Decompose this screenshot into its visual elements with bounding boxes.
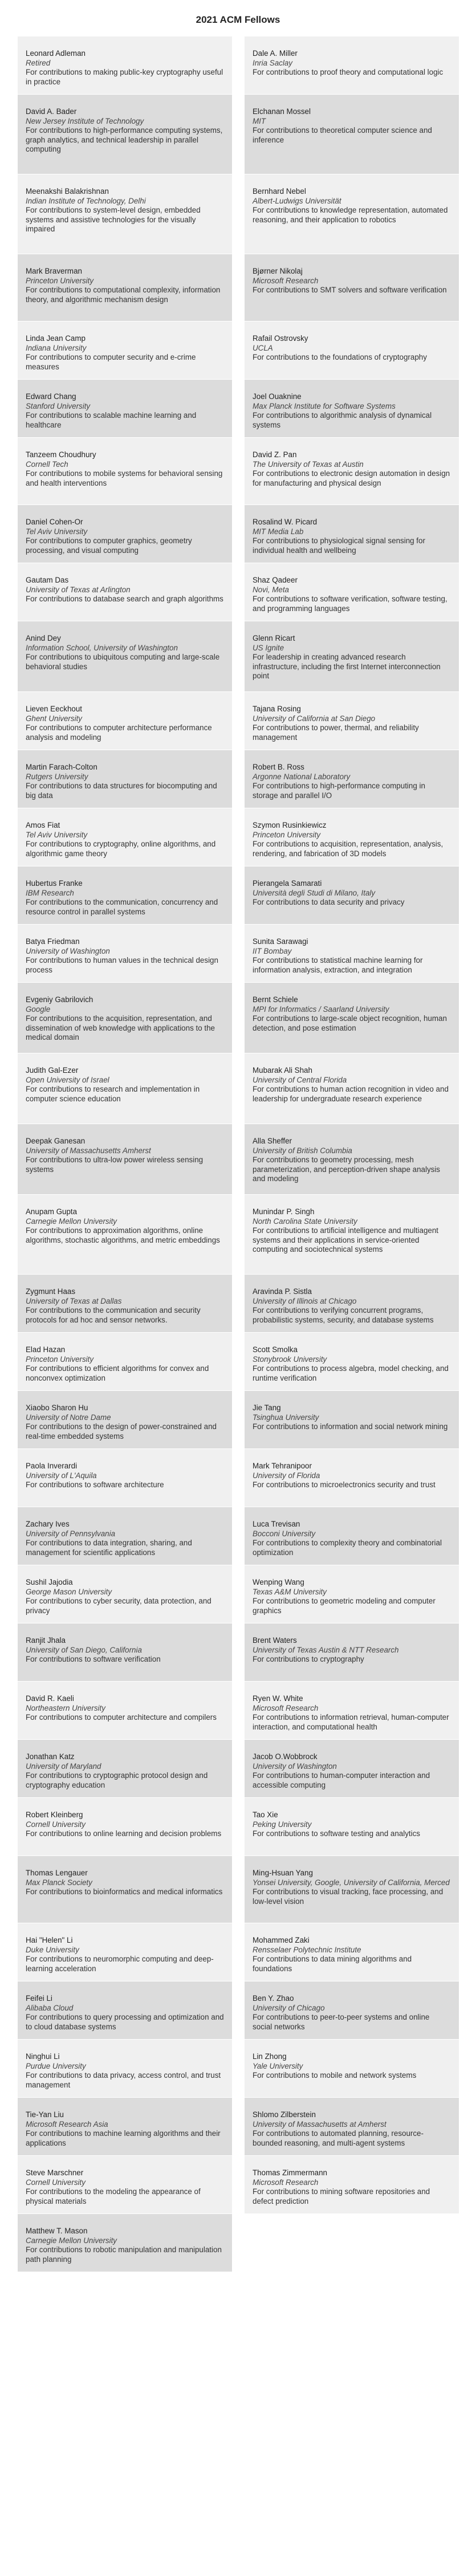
fellow-affiliation: IBM Research xyxy=(26,888,74,897)
fellow-affiliation: Tel Aviv University xyxy=(26,830,88,839)
fellow-name: Jonathan Katz xyxy=(26,1752,75,1761)
fellow-card xyxy=(245,2156,459,2214)
fellow-name: Luca Trevisan xyxy=(253,1520,300,1528)
fellow-name: Elchanan Mossel xyxy=(253,107,311,116)
fellow-citation: For contributions to the foundations of cryptography xyxy=(253,353,427,362)
fellow-citation: For contributions to ubiquitous computing and large-scale behavioral studies xyxy=(26,653,220,671)
fellow-card xyxy=(245,563,459,621)
fellow-name: David R. Kaeli xyxy=(26,1694,74,1703)
fellow-affiliation: Cornell University xyxy=(26,1820,86,1829)
fellow-name: Thomas Lengauer xyxy=(26,1869,88,1877)
fellow-name: Edward Chang xyxy=(26,392,76,401)
fellow-card xyxy=(18,563,232,621)
fellow-card xyxy=(18,1275,232,1333)
fellow-card xyxy=(18,1565,232,1623)
fellow-affiliation: University of Massachusetts at Amherst xyxy=(253,2119,387,2129)
fellow-name: David Z. Pan xyxy=(253,450,297,459)
fellow-name: Mark Tehranipoor xyxy=(253,1462,312,1470)
fellow-citation: For contributions to software verification, software testing, and programming languages xyxy=(253,595,447,613)
fellow-card xyxy=(18,1333,232,1391)
fellow-name: Feifei Li xyxy=(26,1994,52,2003)
fellow-affiliation: Tsinghua University xyxy=(253,1413,319,1422)
fellow-name: Tajana Rosing xyxy=(253,705,301,713)
fellow-affiliation: Texas A&M University xyxy=(253,1587,327,1596)
fellow-citation: For contributions to physiological signal sensing for individual health and wellbeing xyxy=(253,536,425,555)
fellow-citation: For contributions to cryptography xyxy=(253,1655,364,1664)
fellow-affiliation: Università degli Studi di Milano, Italy xyxy=(253,888,376,897)
fellow-name: Martin Farach-Colton xyxy=(26,763,97,771)
fellow-affiliation: Stanford University xyxy=(26,401,91,410)
fellow-name: Mubarak Ali Shah xyxy=(253,1066,312,1075)
fellow-card xyxy=(245,1195,459,1275)
fellow-affiliation: University of Central Florida xyxy=(253,1075,347,1084)
fellow-name: Joel Ouaknine xyxy=(253,392,302,401)
fellow-card xyxy=(18,2040,232,2098)
fellow-affiliation: Bocconi University xyxy=(253,1529,316,1538)
fellow-citation: For contributions to process algebra, model checking, and runtime verification xyxy=(253,1364,449,1382)
fellow-card xyxy=(18,1195,232,1275)
fellow-affiliation: MIT Media Lab xyxy=(253,527,304,536)
fellow-name: Tao Xie xyxy=(253,1810,278,1819)
fellow-name: Sunita Sarawagi xyxy=(253,937,308,946)
fellow-affiliation: Max Planck Institute for Software Systems xyxy=(253,401,396,410)
fellow-card xyxy=(18,36,232,95)
fellow-card xyxy=(18,1053,232,1124)
fellow-card xyxy=(18,1856,232,1923)
fellow-card xyxy=(245,1798,459,1856)
fellow-card xyxy=(245,438,459,505)
fellow-name: Mark Braverman xyxy=(26,267,82,275)
fellow-card xyxy=(245,1391,459,1449)
fellow-affiliation: Information School, University of Washington xyxy=(26,643,178,652)
fellow-affiliation: Albert-Ludwigs Universität xyxy=(253,196,341,205)
empty-cell xyxy=(245,2214,459,2272)
fellow-card xyxy=(245,1449,459,1507)
fellow-affiliation: Yale University xyxy=(253,2061,303,2070)
fellow-citation: For contributions to mobile systems for behavioral sensing and health interventions xyxy=(26,469,223,487)
fellow-affiliation: Carnegie Mellon University xyxy=(26,1216,117,1226)
fellow-name: Robert B. Ross xyxy=(253,763,304,771)
fellow-name: Deepak Ganesan xyxy=(26,1137,86,1145)
fellow-name: Linda Jean Camp xyxy=(26,334,86,343)
fellow-affiliation: Ghent University xyxy=(26,714,82,723)
fellow-citation: For contributions to complexity theory and combinatorial optimization xyxy=(253,1539,442,1557)
fellow-name: Mohammed Zaki xyxy=(253,1936,310,1944)
fellow-affiliation: University of Washington xyxy=(253,1761,337,1771)
fellow-card xyxy=(245,174,459,254)
fellow-citation: For contributions to mining software repositories and defect prediction xyxy=(253,2187,430,2205)
fellows-grid xyxy=(0,36,476,2272)
fellow-citation: For contributions to human-computer interaction and accessible computing xyxy=(253,1771,430,1789)
fellow-card xyxy=(245,95,459,174)
fellow-affiliation: Princeton University xyxy=(26,1354,94,1364)
fellow-name: Leonard Adleman xyxy=(26,49,86,58)
fellow-citation: For contributions to software architecture xyxy=(26,1480,164,1490)
fellow-name: Bernhard Nebel xyxy=(253,187,306,196)
fellow-card xyxy=(18,254,232,322)
fellow-card xyxy=(245,505,459,563)
fellow-citation: For contributions to bioinformatics and medical informatics xyxy=(26,1887,223,1897)
fellow-name: Ming-Hsuan Yang xyxy=(253,1869,313,1877)
fellow-affiliation: Novi, Meta xyxy=(253,585,289,594)
fellow-citation: For contributions to proof theory and computational logic xyxy=(253,68,444,77)
fellow-citation: For contributions to query processing and optimization and to cloud database systems xyxy=(26,2013,224,2031)
fellow-name: Steve Marschner xyxy=(26,2168,84,2177)
fellow-card xyxy=(245,2040,459,2098)
fellow-card xyxy=(18,438,232,505)
fellow-affiliation: New Jersey Institute of Technology xyxy=(26,116,144,125)
fellow-citation: For contributions to knowledge representation, automated reasoning, and their application to robotics xyxy=(253,206,448,224)
fellow-citation: For contributions to scalable machine learning and healthcare xyxy=(26,411,197,429)
fellow-name: Anind Dey xyxy=(26,634,61,642)
fellow-card xyxy=(245,322,459,380)
fellow-affiliation: Cornell Tech xyxy=(26,459,68,469)
fellow-name: Anupam Gupta xyxy=(26,1207,78,1216)
fellow-affiliation: US Ignite xyxy=(253,643,284,652)
fellow-affiliation: Yonsei University, Google, University of California, Merced xyxy=(253,1878,450,1887)
fellow-name: Tanzeem Choudhury xyxy=(26,450,96,459)
fellow-affiliation: Rutgers University xyxy=(26,772,88,781)
fellow-card xyxy=(245,1923,459,1981)
fellow-card xyxy=(18,621,232,692)
fellow-name: Sushil Jajodia xyxy=(26,1578,73,1586)
fellow-name: Wenping Wang xyxy=(253,1578,304,1586)
fellow-citation: For contributions to making public-key cryptography useful in practice xyxy=(26,68,223,86)
fellow-name: Glenn Ricart xyxy=(253,634,295,642)
fellow-card xyxy=(18,692,232,750)
fellow-name: Shaz Qadeer xyxy=(253,576,298,584)
fellow-name: Rafail Ostrovsky xyxy=(253,334,308,343)
fellow-name: Ninghui Li xyxy=(26,2052,60,2061)
fellow-affiliation: Northeastern University xyxy=(26,1703,105,1712)
fellow-affiliation: MIT xyxy=(253,116,266,125)
fellow-card xyxy=(18,925,232,983)
fellow-card xyxy=(245,1981,459,2040)
fellow-name: Shlomo Zilberstein xyxy=(253,2110,316,2119)
fellow-citation: For contributions to computer architecture performance analysis and modeling xyxy=(26,723,212,742)
fellow-name: Batya Friedman xyxy=(26,937,80,946)
fellow-name: Paola Inverardi xyxy=(26,1462,78,1470)
fellow-citation: For contributions to cryptographic protocol design and cryptography education xyxy=(26,1771,208,1789)
fellow-name: Rosalind W. Picard xyxy=(253,518,318,526)
fellow-affiliation: Peking University xyxy=(253,1820,312,1829)
fellow-name: Ben Y. Zhao xyxy=(253,1994,294,2003)
fellow-citation: For contributions to the design of power-constrained and real-time embedded systems xyxy=(26,1422,217,1440)
fellow-name: Brent Waters xyxy=(253,1636,297,1645)
fellow-citation: For contributions to human values in the technical design process xyxy=(26,956,218,974)
fellow-citation: For contributions to automated planning, resource-bounded reasoning, and multi-agent systems xyxy=(253,2129,424,2147)
fellow-affiliation: University of Florida xyxy=(253,1471,320,1480)
fellow-affiliation: Stonybrook University xyxy=(253,1354,327,1364)
fellow-citation: For contributions to data mining algorithms and foundations xyxy=(253,1955,412,1973)
fellow-name: Scott Smolka xyxy=(253,1345,298,1354)
fellow-citation: For contributions to high-performance computing systems, graph analytics, and technical leadership in parallel computing xyxy=(26,126,223,154)
page-title: 2021 ACM Fellows xyxy=(196,14,280,25)
fellow-affiliation: University of Chicago xyxy=(253,2003,325,2012)
fellow-citation: For contributions to verifying concurrent programs, probabilistic systems, security, and database systems xyxy=(253,1306,434,1324)
fellow-card xyxy=(245,983,459,1053)
fellow-citation: For contributions to the acquisition, representation, and dissemination of web knowledge with applications to the medical domain xyxy=(26,1014,215,1042)
fellow-card xyxy=(18,1391,232,1449)
fellow-citation: For contributions to power, thermal, and reliability management xyxy=(253,723,419,742)
fellow-name: Hai "Helen" Li xyxy=(26,1936,73,1944)
fellow-affiliation: UCLA xyxy=(253,343,273,352)
fellow-name: David A. Bader xyxy=(26,107,77,116)
fellow-name: Daniel Cohen-Or xyxy=(26,518,83,526)
fellow-card xyxy=(245,925,459,983)
fellow-citation: For contributions to microelectronics security and trust xyxy=(253,1480,436,1490)
fellow-card xyxy=(245,1740,459,1798)
fellow-citation: For contributions to information and social network mining xyxy=(253,1422,448,1431)
fellow-name: Alla Sheffer xyxy=(253,1137,292,1145)
fellow-name: Elad Hazan xyxy=(26,1345,66,1354)
fellow-affiliation: University of British Columbia xyxy=(253,1146,352,1155)
fellow-affiliation: University of Texas at Dallas xyxy=(26,1296,122,1305)
fellow-citation: For contributions to artificial intelligence and multiagent systems and their applications in service-oriented computing and sociotechnical systems xyxy=(253,1226,439,1254)
fellow-citation: For contributions to data security and privacy xyxy=(253,898,405,907)
fellow-card xyxy=(245,1333,459,1391)
fellow-name: Jacob O.Wobbrock xyxy=(253,1752,318,1761)
fellow-citation: For contributions to robotic manipulation and manipulation path planning xyxy=(26,2245,222,2264)
fellow-affiliation: Inria Saclay xyxy=(253,58,292,67)
fellow-name: Lieven Eeckhout xyxy=(26,705,83,713)
fellow-affiliation: Max Planck Society xyxy=(26,1878,92,1887)
fellow-name: Xiaobo Sharon Hu xyxy=(26,1403,88,1412)
fellow-affiliation: Princeton University xyxy=(253,830,321,839)
fellow-affiliation: University of Texas Austin & NTT Research xyxy=(253,1645,399,1654)
fellow-citation: For contributions to peer-to-peer systems and online social networks xyxy=(253,2013,430,2031)
fellow-card xyxy=(245,1565,459,1623)
fellow-affiliation: Microsoft Research xyxy=(253,276,319,285)
fellow-card xyxy=(18,1923,232,1981)
fellow-citation: For contributions to efficient algorithms for convex and nonconvex optimization xyxy=(26,1364,209,1382)
fellow-citation: For contributions to high-performance computing in storage and parallel I/O xyxy=(253,782,425,800)
fellow-citation: For contributions to human action recognition in video and leadership for undergraduate research experience xyxy=(253,1085,449,1103)
fellow-name: Dale A. Miller xyxy=(253,49,298,58)
fellow-affiliation: University of Washington xyxy=(26,946,110,955)
fellow-name: Munindar P. Singh xyxy=(253,1207,315,1216)
fellow-citation: For contributions to algorithmic analysis of dynamical systems xyxy=(253,411,432,429)
fellow-name: Hubertus Franke xyxy=(26,879,83,888)
fellow-affiliation: Princeton University xyxy=(26,276,94,285)
fellow-name: Ranjit Jhala xyxy=(26,1636,66,1645)
fellow-name: Tie-Yan Liu xyxy=(26,2110,64,2119)
fellow-name: Thomas Zimmermann xyxy=(253,2168,327,2177)
fellow-affiliation: Microsoft Research Asia xyxy=(26,2119,108,2129)
fellow-affiliation: Retired xyxy=(26,58,51,67)
fellow-name: Pierangela Samarati xyxy=(253,879,322,888)
fellow-affiliation: University of Notre Dame xyxy=(26,1413,111,1422)
fellow-citation: For contributions to cryptography, online algorithms, and algorithmic game theory xyxy=(26,840,216,858)
fellow-citation: For contributions to software verification xyxy=(26,1655,161,1664)
fellow-affiliation: Cornell University xyxy=(26,2178,86,2187)
fellow-citation: For contributions to neuromorphic computing and deep-learning acceleration xyxy=(26,1955,214,1973)
fellow-name: Jie Tang xyxy=(253,1403,281,1412)
fellow-affiliation: Duke University xyxy=(26,1945,79,1954)
fellow-card xyxy=(18,1798,232,1856)
fellow-citation: For contributions to geometry processing, mesh parameterization, and perception-driven shape analysis and modeling xyxy=(253,1155,441,1183)
fellow-card xyxy=(245,808,459,866)
fellow-affiliation: George Mason University xyxy=(26,1587,112,1596)
fellow-card xyxy=(18,1740,232,1798)
fellow-citation: For contributions to geometric modeling and computer graphics xyxy=(253,1597,436,1615)
fellow-affiliation: University of Illinois at Chicago xyxy=(253,1296,357,1305)
fellow-card xyxy=(245,1124,459,1195)
fellow-citation: For contributions to the modeling the appearance of physical materials xyxy=(26,2187,201,2205)
fellow-affiliation: The University of Texas at Austin xyxy=(253,459,364,469)
fellow-citation: For contributions to theoretical computer science and inference xyxy=(253,126,432,144)
fellow-card xyxy=(18,2098,232,2156)
fellow-card xyxy=(245,692,459,750)
fellow-affiliation: Carnegie Mellon University xyxy=(26,2236,117,2245)
fellow-card xyxy=(18,2214,232,2272)
fellow-name: Zygmunt Haas xyxy=(26,1287,76,1296)
fellow-citation: For contributions to information retrieval, human-computer interaction, and computational health xyxy=(253,1713,449,1731)
fellow-citation: For contributions to ultra-low power wireless sensing systems xyxy=(26,1155,204,1174)
fellow-citation: For contributions to approximation algorithms, online algorithms, stochastic algorithms, and metric embeddings xyxy=(26,1226,220,1244)
fellow-card xyxy=(245,36,459,95)
fellow-affiliation: University of Maryland xyxy=(26,1761,101,1771)
fellow-card xyxy=(245,866,459,925)
fellow-name: Zachary Ives xyxy=(26,1520,70,1528)
fellow-card xyxy=(18,1124,232,1195)
fellow-name: Amos Fiat xyxy=(26,821,60,829)
fellow-card xyxy=(18,2156,232,2214)
fellow-card xyxy=(18,808,232,866)
fellow-citation: For contributions to data structures for biocomputing and big data xyxy=(26,782,217,800)
fellow-citation: For contributions to computer graphics, geometry processing, and visual computing xyxy=(26,536,192,555)
fellow-affiliation: Alibaba Cloud xyxy=(26,2003,74,2012)
fellow-card xyxy=(18,866,232,925)
fellow-card xyxy=(245,750,459,808)
fellow-citation: For contributions to computer architecture and compilers xyxy=(26,1713,217,1722)
fellow-name: Judith Gal-Ezer xyxy=(26,1066,79,1075)
fellow-affiliation: IIT Bombay xyxy=(253,946,292,955)
fellow-affiliation: Argonne National Laboratory xyxy=(253,772,351,781)
fellow-card xyxy=(18,95,232,174)
fellow-citation: For contributions to large-scale object recognition, human detection, and pose estimation xyxy=(253,1014,447,1032)
fellow-citation: For contributions to electronic design automation in design for manufacturing and physical design xyxy=(253,469,450,487)
fellow-citation: For contributions to software testing and analytics xyxy=(253,1829,420,1838)
fellow-name: Matthew T. Mason xyxy=(26,2227,88,2235)
fellow-card xyxy=(245,1053,459,1124)
fellow-affiliation: Tel Aviv University xyxy=(26,527,88,536)
fellow-affiliation: Rensselaer Polytechnic Institute xyxy=(253,1945,361,1954)
fellow-citation: For contributions to data privacy, access control, and trust management xyxy=(26,2071,221,2089)
fellow-affiliation: Indian Institute of Technology, Delhi xyxy=(26,196,146,205)
fellow-name: Bjørner Nikolaj xyxy=(253,267,303,275)
fellow-card xyxy=(245,1507,459,1565)
fellow-card xyxy=(18,1981,232,2040)
fellow-name: Ryen W. White xyxy=(253,1694,303,1703)
fellow-affiliation: Microsoft Research xyxy=(253,1703,319,1712)
fellow-citation: For contributions to acquisition, representation, analysis, rendering, and fabrication of 3D models xyxy=(253,840,444,858)
fellow-name: Evgeniy Gabrilovich xyxy=(26,995,93,1004)
fellow-name: Lin Zhong xyxy=(253,2052,287,2061)
fellow-card xyxy=(18,983,232,1053)
fellow-citation: For contributions to the communication and security protocols for ad hoc and sensor networks. xyxy=(26,1306,201,1324)
fellow-affiliation: University of Pennsylvania xyxy=(26,1529,116,1538)
fellow-citation: For contributions to database search and graph algorithms xyxy=(26,595,223,604)
fellow-card xyxy=(245,1682,459,1740)
fellow-citation: For contributions to computer security and e-crime measures xyxy=(26,353,196,371)
fellow-affiliation: Google xyxy=(26,1004,51,1014)
fellow-affiliation: MPI for Informatics / Saarland University xyxy=(253,1004,389,1014)
fellow-citation: For contributions to visual tracking, face processing, and low-level vision xyxy=(253,1887,444,1906)
fellow-affiliation: Indiana University xyxy=(26,343,87,352)
fellow-card xyxy=(245,254,459,322)
fellow-affiliation: Purdue University xyxy=(26,2061,86,2070)
fellow-card xyxy=(245,1856,459,1923)
fellow-card xyxy=(245,621,459,692)
fellow-name: Bernt Schiele xyxy=(253,995,298,1004)
fellow-citation: For contributions to research and implementation in computer science education xyxy=(26,1085,200,1103)
fellow-citation: For contributions to computational complexity, information theory, and algorithmic mechanism design xyxy=(26,286,221,304)
fellow-card xyxy=(18,750,232,808)
fellow-citation: For contributions to mobile and network systems xyxy=(253,2071,417,2080)
fellow-citation: For contributions to online learning and decision problems xyxy=(26,1829,222,1838)
fellow-name: Aravinda P. Sistla xyxy=(253,1287,312,1296)
fellow-card xyxy=(18,174,232,254)
fellow-affiliation: North Carolina State University xyxy=(253,1216,357,1226)
fellow-citation: For contributions to SMT solvers and software verification xyxy=(253,286,447,295)
fellow-affiliation: University of Texas at Arlington xyxy=(26,585,131,594)
fellow-citation: For contributions to data integration, sharing, and management for scientific applications xyxy=(26,1539,192,1557)
fellow-card xyxy=(18,1682,232,1740)
fellow-affiliation: University of Massachusetts Amherst xyxy=(26,1146,151,1155)
fellow-name: Robert Kleinberg xyxy=(26,1810,83,1819)
fellow-citation: For contributions to system-level design, embedded systems and assistive technologies for the visually impaired xyxy=(26,206,201,234)
fellow-card xyxy=(18,1449,232,1507)
fellow-citation: For contributions to machine learning algorithms and their applications xyxy=(26,2129,221,2147)
fellow-card xyxy=(18,380,232,438)
fellow-card xyxy=(245,1623,459,1682)
fellow-affiliation: Microsoft Research xyxy=(253,2178,319,2187)
fellow-citation: For leadership in creating advanced research infrastructure, including the first Internet interconnection point xyxy=(253,653,441,681)
fellow-card xyxy=(18,322,232,380)
fellow-affiliation: Open University of Israel xyxy=(26,1075,109,1084)
fellow-affiliation: University of California at San Diego xyxy=(253,714,376,723)
fellow-card xyxy=(245,2098,459,2156)
fellow-name: Meenakshi Balakrishnan xyxy=(26,187,109,196)
fellow-card xyxy=(18,505,232,563)
fellow-card xyxy=(18,1507,232,1565)
fellow-card xyxy=(18,1623,232,1682)
fellow-card xyxy=(245,1275,459,1333)
fellow-affiliation: University of L'Aquila xyxy=(26,1471,97,1480)
fellow-card xyxy=(245,380,459,438)
fellow-citation: For contributions to cyber security, data protection, and privacy xyxy=(26,1597,211,1615)
fellow-citation: For contributions to statistical machine learning for information analysis, extraction, and integration xyxy=(253,956,423,974)
fellow-affiliation: University of San Diego, California xyxy=(26,1645,142,1654)
fellow-name: Gautam Das xyxy=(26,576,69,584)
fellow-name: Szymon Rusinkiewicz xyxy=(253,821,327,829)
fellow-citation: For contributions to the communication, concurrency and resource control in parallel systems xyxy=(26,898,218,916)
